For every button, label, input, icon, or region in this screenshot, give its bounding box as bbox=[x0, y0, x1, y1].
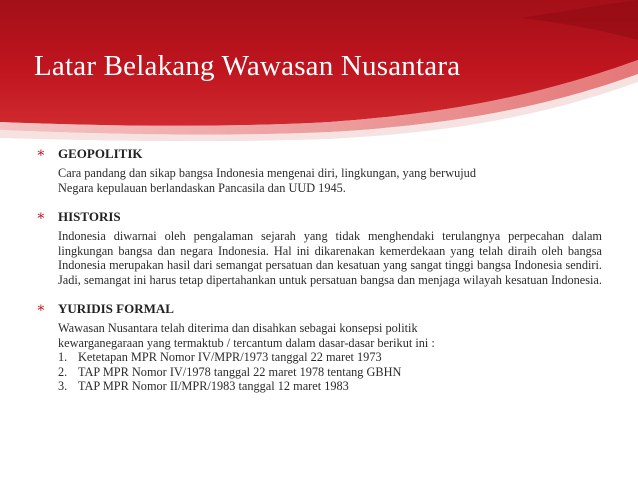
slide-header-banner bbox=[0, 0, 638, 150]
section-heading: HISTORIS bbox=[58, 209, 121, 224]
section-body bbox=[58, 321, 602, 394]
body-line: kewarganegaraan yang termaktub / tercantum dalam dasar-dasar berikut ini : bbox=[58, 335, 435, 350]
section-historis bbox=[36, 209, 602, 287]
section-heading: YURIDIS FORMAL bbox=[58, 301, 174, 316]
section-geopolitik bbox=[36, 146, 602, 195]
bullet-icon: ∗ bbox=[36, 209, 46, 224]
bullet-icon: ∗ bbox=[36, 301, 46, 316]
list-item bbox=[58, 379, 602, 394]
list-text: TAP MPR Nomor II/MPR/1983 tanggal 12 maret 1983 bbox=[78, 379, 349, 393]
section-heading: GEOPOLITIK bbox=[58, 146, 143, 161]
section-body bbox=[58, 166, 602, 195]
list-item bbox=[58, 365, 602, 380]
list-item bbox=[58, 350, 602, 365]
bullet-icon: ∗ bbox=[36, 146, 46, 161]
list-number: 3. bbox=[58, 379, 68, 393]
list-text: TAP MPR Nomor IV/1978 tanggal 22 maret 1978 tentang GBHN bbox=[78, 364, 402, 379]
section-body: Indonesia diwarnai oleh pengalaman sejarah yang tidak menghendaki terulangnya perpecahan dalam lingkungan bangsa dan negara Indonesia. Hal ini dikarenakan kemerdekaan yang telah diraih oleh bangsa Indonesia merupakan hasil dari semangat persatuan dan kesatuan yang sangat tinggi bangsa Indonesia sendiri. Jadi, semangat ini harus tetap dipertahankan untuk persatuan bangsa dan menjaga wilayah kesatuan Indonesia. bbox=[58, 229, 602, 287]
section-yuridis-formal bbox=[36, 301, 602, 394]
list-number: 2. bbox=[58, 364, 68, 379]
body-line: Cara pandang dan sikap bangsa Indonesia mengenai diri, lingkungan, yang berwujud bbox=[58, 166, 476, 180]
slide-content bbox=[36, 146, 602, 394]
list-text: Ketetapan MPR Nomor IV/MPR/1973 tanggal 22 maret 1973 bbox=[78, 350, 382, 364]
slide-title: Latar Belakang Wawasan Nusantara bbox=[34, 50, 461, 82]
body-line: Negara kepulauan berlandaskan Pancasila dan UUD 1945. bbox=[58, 180, 346, 195]
list-number: 1. bbox=[58, 350, 68, 364]
body-line: Wawasan Nusantara telah diterima dan disahkan sebagai konsepsi politik bbox=[58, 321, 418, 335]
